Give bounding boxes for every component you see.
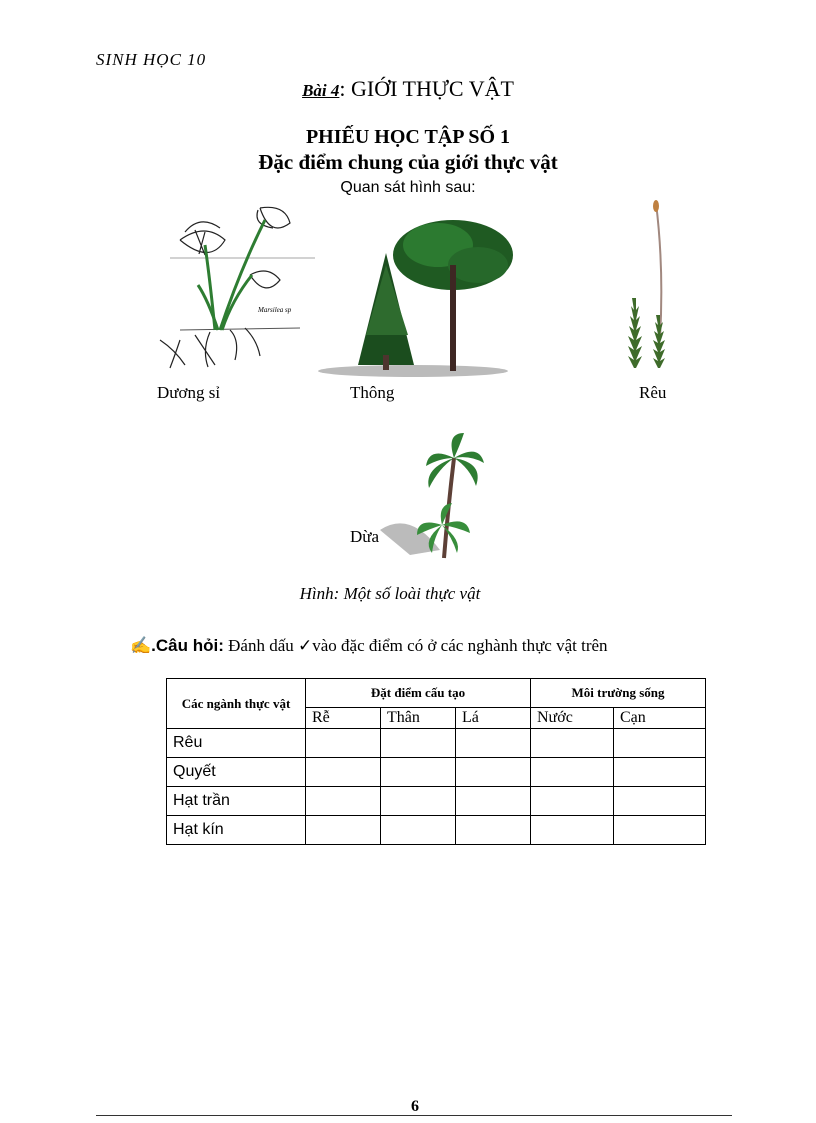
answer-cell[interactable] bbox=[306, 787, 381, 816]
fern-illustration bbox=[140, 200, 315, 375]
moss-label: Rêu bbox=[639, 383, 667, 402]
answer-cell[interactable] bbox=[381, 758, 456, 787]
moss-illustration bbox=[620, 198, 680, 373]
answer-cell[interactable] bbox=[456, 816, 531, 845]
column-header: Lá bbox=[456, 708, 531, 729]
fern-label: Dương sỉ bbox=[157, 383, 221, 402]
observe-instruction: Quan sát hình sau: bbox=[340, 179, 476, 196]
row-label: Quyết bbox=[167, 758, 306, 787]
palm-label: Dừa bbox=[350, 527, 380, 546]
answer-cell[interactable] bbox=[306, 816, 381, 845]
worksheet-title: PHIẾU HỌC TẬP SỐ 1 bbox=[305, 126, 511, 148]
answer-cell[interactable] bbox=[531, 816, 614, 845]
running-header: SINH HỌC 10 bbox=[96, 50, 207, 69]
pine-illustration bbox=[318, 205, 518, 377]
header-plant-groups: Các ngành thực vật bbox=[167, 679, 306, 729]
answer-cell[interactable] bbox=[531, 729, 614, 758]
answer-cell[interactable] bbox=[381, 787, 456, 816]
answer-cell[interactable] bbox=[456, 758, 531, 787]
figure-caption: Hình: Một số loài thực vật bbox=[299, 584, 481, 603]
question-label: .Câu hỏi: bbox=[151, 636, 224, 655]
column-header: Cạn bbox=[614, 708, 706, 729]
table-row bbox=[167, 816, 706, 845]
answer-cell[interactable] bbox=[381, 816, 456, 845]
worksheet-subtitle: Đặc điểm chung của giới thực vật bbox=[258, 150, 558, 174]
table-row bbox=[167, 729, 706, 758]
lesson-name: GIỚI THỰC VẬT bbox=[351, 76, 514, 101]
table-row bbox=[167, 758, 706, 787]
answer-cell[interactable] bbox=[456, 729, 531, 758]
answer-cell[interactable] bbox=[381, 729, 456, 758]
row-label: Hạt kín bbox=[167, 816, 306, 845]
answer-cell[interactable] bbox=[306, 729, 381, 758]
answer-cell[interactable] bbox=[306, 758, 381, 787]
pen-icon: ✍ bbox=[130, 636, 152, 655]
question-line bbox=[130, 636, 608, 656]
header-structure: Đặt điểm cấu tạo bbox=[306, 679, 531, 708]
answer-cell[interactable] bbox=[456, 787, 531, 816]
answer-cell[interactable] bbox=[614, 816, 706, 845]
answer-cell[interactable] bbox=[614, 729, 706, 758]
answer-cell[interactable] bbox=[614, 787, 706, 816]
pine-label: Thông bbox=[350, 383, 395, 402]
row-label: Hạt trần bbox=[167, 787, 306, 816]
row-label: Rêu bbox=[167, 729, 306, 758]
footer-divider bbox=[96, 1115, 732, 1116]
header-habitat: Môi trường sống bbox=[531, 679, 706, 708]
answer-cell[interactable] bbox=[531, 787, 614, 816]
question-text-before: Đánh dấu bbox=[223, 636, 299, 655]
column-header: Nước bbox=[531, 708, 614, 729]
lesson-number: Bài 4 bbox=[302, 81, 340, 100]
plant-features-table bbox=[166, 678, 706, 845]
fern-species-tag: Marsilea sp bbox=[258, 306, 292, 314]
column-header: Thân bbox=[381, 708, 456, 729]
lesson-title bbox=[0, 76, 816, 102]
page-number: 6 bbox=[411, 1098, 419, 1115]
answer-cell[interactable] bbox=[531, 758, 614, 787]
checkmark-icon: ✓ bbox=[298, 636, 313, 655]
table-row bbox=[167, 787, 706, 816]
column-header: Rễ bbox=[306, 708, 381, 729]
answer-cell[interactable] bbox=[614, 758, 706, 787]
question-text-after: vào đặc điểm có ở các nghành thực vật trên bbox=[312, 636, 608, 655]
lesson-colon: : bbox=[339, 76, 346, 101]
palm-illustration bbox=[380, 430, 490, 560]
